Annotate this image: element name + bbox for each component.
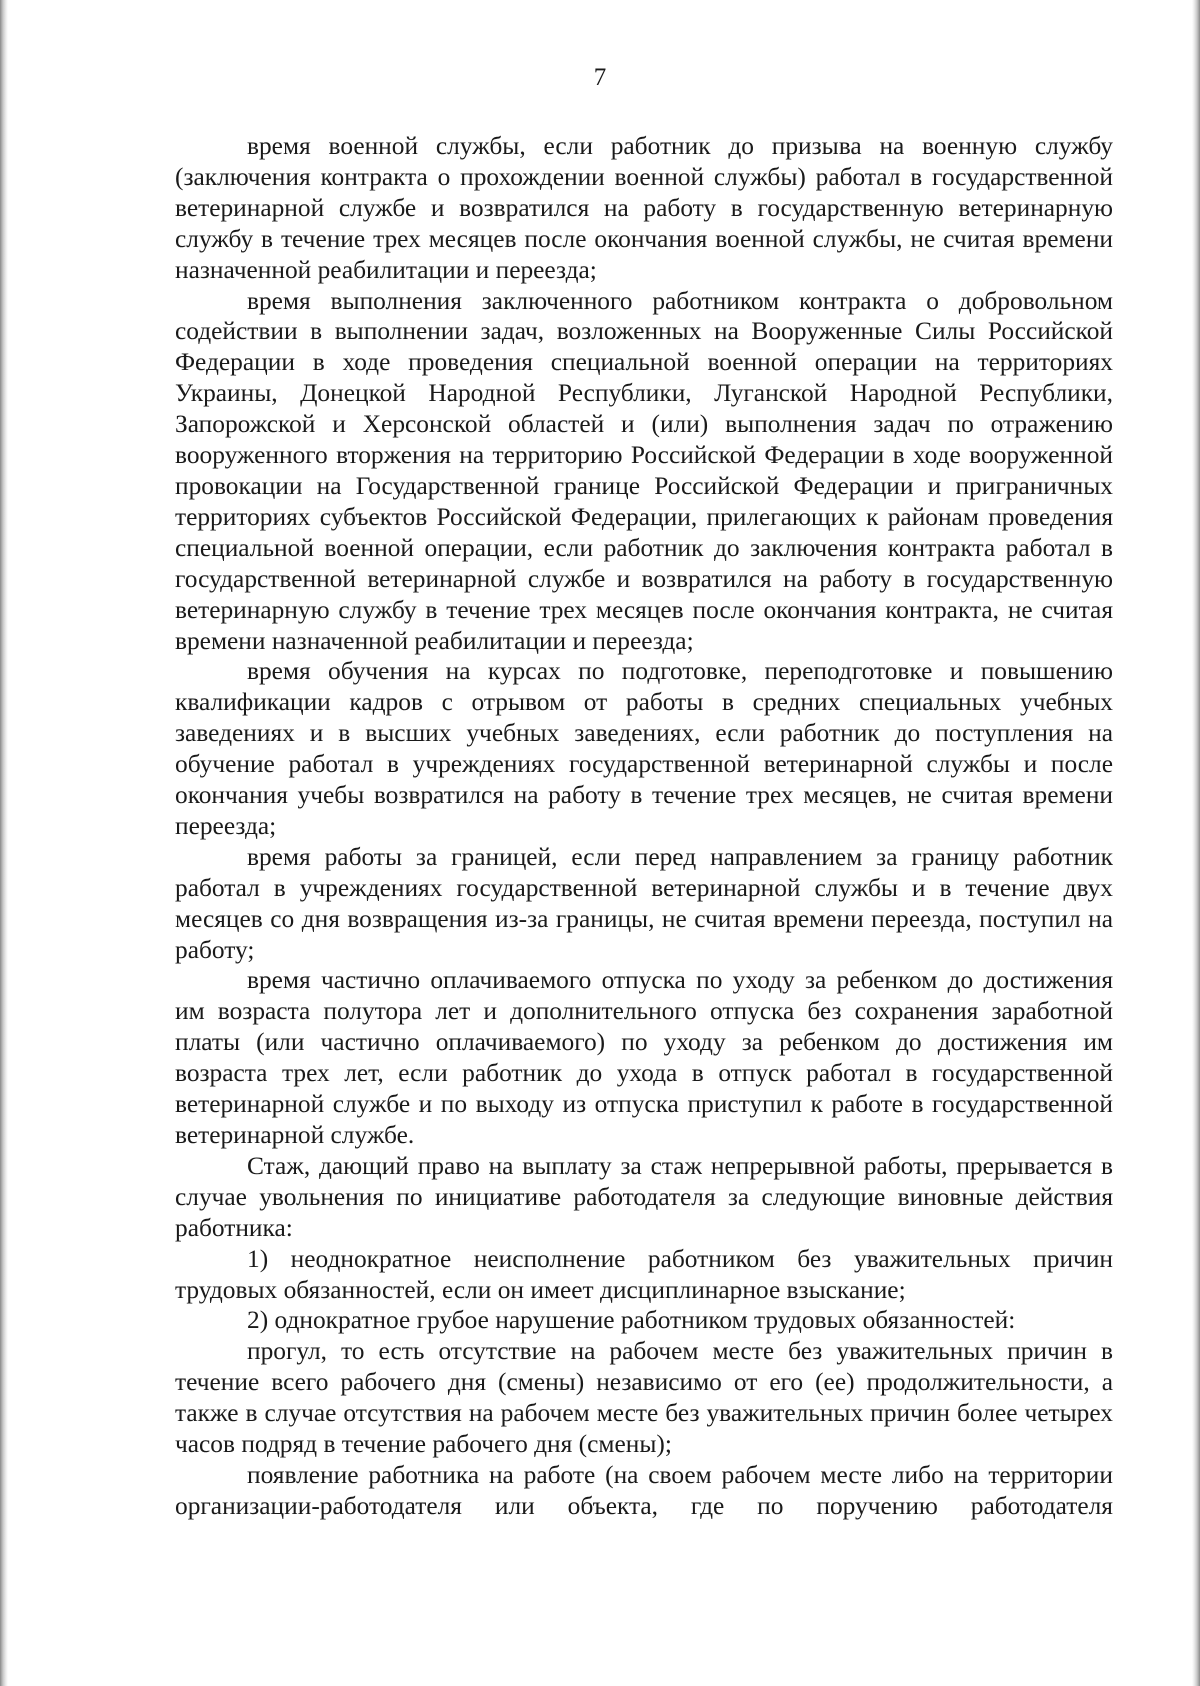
paragraph-military-service: время военной службы, если работник до призыва на военную службу (заключения контракта о прохождении военной службы) работал в государственной ветеринарной службе и возвратился на работу в государственную ветеринарную службу в течение трех месяцев после окончания военной службы, не считая времени назначенной реабилитации и переезда;	[175, 132, 1113, 284]
paragraph-continuity-interrupted: Стаж, дающий право на выплату за стаж непрерывной работы, прерывается в случае увольнения по инициативе работодателя за следующие виновные действия работника:	[175, 1151, 1113, 1242]
scan-edge-right	[1192, 0, 1200, 1686]
paragraph-childcare-leave: время частично оплачиваемого отпуска по уходу за ребенком до достижения им возраста полутора лет и дополнительного отпуска без сохранения заработной платы (или частично оплачиваемого) по уходу за ребенком до достижения им возраста трех лет, если работник до ухода в отпуск работал в государственной ветеринарной службе и по выходу из отпуска приступил к работе в государственной ветеринарной службе.	[175, 966, 1113, 1149]
paragraph-work-abroad: время работы за границей, если перед направлением за границу работник работал в учреждениях государственной ветеринарной службы и в течение двух месяцев со дня возвращения из-за границы, не считая времени переезда, поступил на работу;	[175, 842, 1113, 964]
paragraph-item-2: 2) однократное грубое нарушение работником трудовых обязанностей:	[247, 1306, 1016, 1335]
paragraph-absenteeism: прогул, то есть отсутствие на рабочем месте без уважительных причин в течение всего рабочего дня (смены) независимо от его (ее) продолжительности, а также в случае отсутствия на рабочем месте без уважительных причин более четырех часов подряд в течение рабочего дня (смены);	[175, 1337, 1113, 1459]
document-body	[175, 131, 1113, 1522]
paragraph-volunteer-contract: время выполнения заключенного работником контракта о добровольном содействии в выполнении задач, возложенных на Вооруженные Силы Российской Федерации в ходе проведения специальной военной операции на территориях Украины, Донецкой Народной Республики, Луганской Народной Республики, Запорожской и Херсонской областей и (или) выполнения задач по отражению вооруженного вторжения на территорию Российской Федерации в ходе вооруженной провокации на Государственной границе Российской Федерации и приграничных территориях субъектов Российской Федерации, прилегающих к районам проведения специальной военной операции, если работник до заключения контракта работал в государственной ветеринарной службе и возвратился на работу в государственную ветеринарную службу в течение трех месяцев после окончания контракта, не считая времени назначенной реабилитации и переезда;	[175, 286, 1113, 655]
paragraph-appearance-at-work: появление работника на работе (на своем рабочем месте либо на территории организации-работодателя или объекта, где по поручению работодателя	[175, 1460, 1113, 1520]
paragraph-training-courses: время обучения на курсах по подготовке, переподготовке и повышению квалификации кадров с отрывом от работы в средних специальных учебных заведениях и в высших учебных заведениях, если работник до поступления на обучение работал в учреждениях государственной ветеринарной службы и после окончания учебы возвратился на работу в течение трех месяцев, не считая времени переезда;	[175, 657, 1113, 840]
scan-edge-left	[0, 0, 8, 1686]
page-number: 7	[593, 64, 607, 91]
paragraph-item-1: 1) неоднократное неисполнение работником без уважительных причин трудовых обязанностей, если он имеет дисциплинарное взыскание;	[175, 1244, 1113, 1304]
